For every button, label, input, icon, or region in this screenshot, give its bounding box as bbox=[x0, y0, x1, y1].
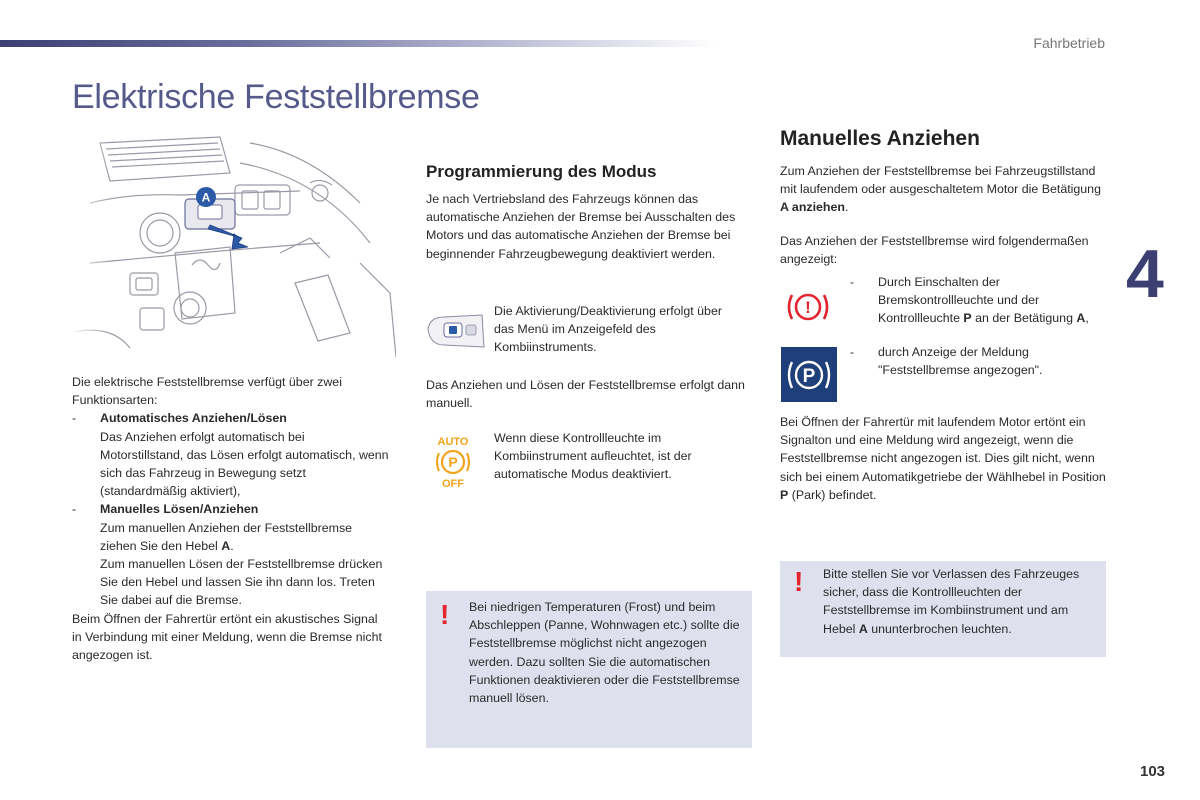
programming-text: Je nach Vertriebsland des Fahrzeugs können das automatische Anziehen der Bremse bei Ausschalten des Motors und das automatische Anziehen der Bremse bei beginnender Fahrzeugbewegung deaktiviert werden. bbox=[426, 192, 736, 261]
svg-text:AUTO: AUTO bbox=[437, 436, 469, 448]
mode-automatic-text: Das Anziehen erfolgt automatisch bei Motorstillstand, das Lösen erfolgt automatisch, wenn sich das Fahrzeug in Bewegung setzt (standardmäßig aktiviert), bbox=[100, 429, 389, 499]
column-1 bbox=[72, 373, 390, 664]
mode-item-manual bbox=[72, 500, 390, 609]
warning-box-low-temperature bbox=[426, 591, 752, 748]
svg-text:P: P bbox=[802, 366, 816, 387]
bullet-dash: - bbox=[72, 411, 77, 426]
activation-text: Die Aktivierung/Deaktivierung erfolgt über das Menü im Anzeigefeld des Kombiinstruments. bbox=[494, 304, 722, 355]
mode-item-automatic bbox=[72, 409, 390, 500]
door-open-text: Bei Öffnen der Fahrertür mit laufendem Motor ertönt ein Signalton und eine Meldung wird angezeigt, wenn die Feststellbremse nicht angezogen ist. Dies gilt nicht, wenn sich bei einem Automatikgetriebe der Wählhebel in Position P (Park) befindet. bbox=[780, 415, 1106, 502]
auto-off-light-text: Wenn diese Kontrollleuchte im Kombiinstrument aufleuchtet, ist der automatische Modus deaktiviert. bbox=[494, 431, 692, 482]
chapter-number: 4 bbox=[1126, 236, 1164, 312]
header-bar bbox=[0, 40, 715, 47]
intro-text: Die elektrische Feststellbremse verfügt über zwei Funktionsarten: bbox=[72, 375, 342, 408]
mode-automatic-title: Automatisches Anziehen/Lösen bbox=[100, 411, 287, 426]
bullet-dash: - bbox=[72, 502, 77, 517]
indication-item-lights: - Durch Einschalten der Bremskontrollleuchte und der Kontrollleuchte P an der Betätigung A, bbox=[850, 275, 1089, 326]
parking-brake-illustration bbox=[70, 133, 396, 357]
warning-exclamation-icon: ! bbox=[440, 599, 450, 630]
stalk-control-icon bbox=[426, 311, 486, 351]
section-label: Fahrbetrieb bbox=[1033, 35, 1105, 51]
heading-programming: Programmierung des Modus bbox=[426, 162, 657, 181]
warning-exclamation-icon: ! bbox=[794, 566, 804, 597]
warning-text-low-temperature: Bei niedrigen Temperaturen (Frost) und beim Abschleppen (Panne, Wohnwagen etc.) sollte die Feststellbremse möglichst nicht angezogen werden. Dazu sollten Sie die automatischen Funktionen deaktivieren oder die Feststellbremse manuell lösen. bbox=[469, 600, 740, 706]
svg-text:P: P bbox=[448, 454, 458, 470]
park-button-light-icon bbox=[781, 347, 837, 402]
indication-item-message: - durch Anzeige der Meldung "Feststellbremse angezogen". bbox=[850, 345, 1043, 378]
brake-warning-light-icon bbox=[787, 287, 829, 327]
indication-intro-text: Das Anziehen der Feststellbremse wird folgendermaßen angezeigt: bbox=[780, 234, 1089, 267]
page-number: 103 bbox=[1140, 763, 1166, 780]
mode-manual-apply-text: Zum manuellen Anziehen der Feststellbremse ziehen Sie den Hebel A. bbox=[100, 520, 353, 553]
svg-text:!: ! bbox=[805, 298, 811, 317]
auto-off-warning-light-icon bbox=[430, 433, 476, 489]
outro-text: Beim Öffnen der Fahrertür ertönt ein akustisches Signal in Verbindung mit einer Meldung, wenn die Bremse nicht angezogen ist. bbox=[72, 611, 382, 663]
heading-manual-apply: Manuelles Anziehen bbox=[780, 127, 980, 150]
warning-text-leave-vehicle: Bitte stellen Sie vor Verlassen des Fahrzeuges sicher, dass die Kontrollleuchten der Feststellbremse im Kombiinstrument und am Hebel A ununterbrochen leuchten. bbox=[823, 567, 1080, 636]
page-title: Elektrische Feststellbremse bbox=[72, 78, 480, 116]
mode-manual-title: Manuelles Lösen/Anziehen bbox=[100, 502, 259, 517]
warning-box-leave-vehicle bbox=[780, 561, 1106, 657]
svg-text:OFF: OFF bbox=[442, 478, 464, 489]
manual-apply-text: Zum Anziehen der Feststellbremse bei Fahrzeugstillstand mit laufendem oder ausgeschaltetem Motor die Betätigung A anziehen. bbox=[780, 164, 1101, 215]
mode-manual-release-text: Zum manuellen Lösen der Feststellbremse drücken Sie den Hebel und lassen Sie ihn dann los. Treten Sie dabei auf die Bremse. bbox=[100, 557, 383, 608]
manual-operation-text: Das Anziehen und Lösen der Feststellbremse erfolgt dann manuell. bbox=[426, 378, 745, 411]
